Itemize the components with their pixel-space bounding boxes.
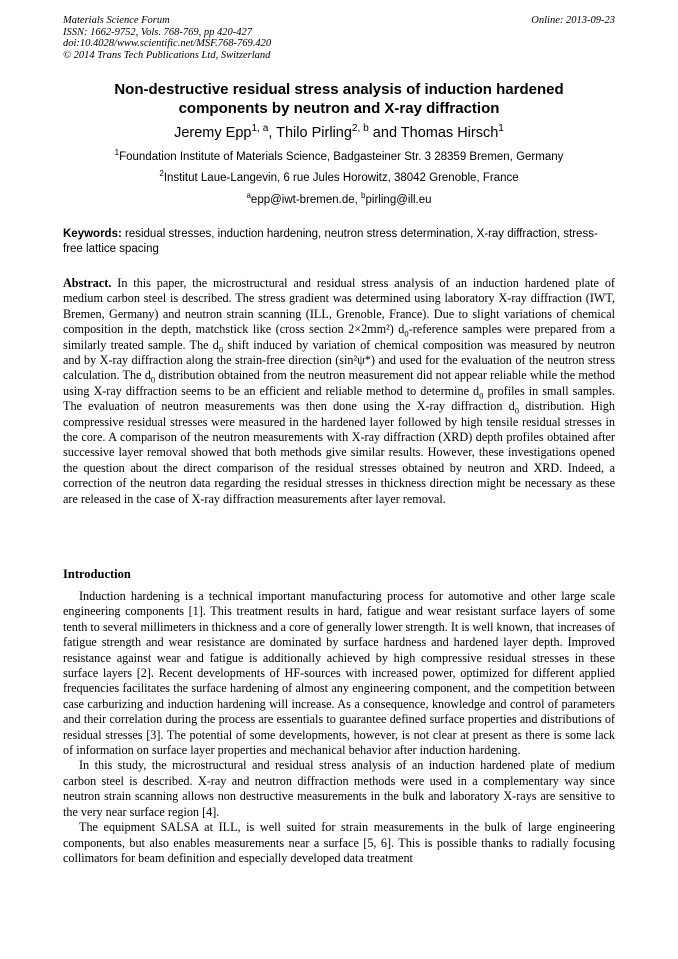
abstract-text: distribution obtained from the neutron measurement did not appear reliable while the method using X-ray diffraction seems to be an efficient and reliable method to determine d (63, 368, 615, 398)
author-sup: 1, a (251, 123, 269, 135)
affiliation-sup: 1 (114, 148, 120, 158)
author-name: Thilo Pirling (276, 125, 352, 141)
email-sup: b (361, 191, 366, 201)
affiliation-text: Institut Laue-Langevin, 6 rue Jules Horowitz, 38042 Grenoble, France (163, 172, 519, 184)
journal-name: Materials Science Forum (63, 15, 170, 26)
author-sup: 2, b (351, 123, 369, 135)
paragraph: In this study, the microstructural and residual stress analysis of an induction hardened plate of medium carbon steel is described. X-ray and neutron diffraction methods were used in a complementary way since neutron strain scanning allows non destructive measurements in the bulk and laboratory X-rays are sensitive to the very near surface region [4]. (63, 758, 615, 819)
paragraph: The equipment SALSA at ILL, is well suited for strain measurements in the bulk of large engineering components, but also enables measurements near a surface [5, 6]. This is possible thanks to radially focusing collimators for beam definition and especially developed data treatment (63, 820, 615, 865)
journal-issn: ISSN: 1662-9752, Vols. 768-769, pp 420-427 (63, 26, 252, 38)
subscript-zero: 0 (218, 344, 224, 355)
affiliation-1 (63, 150, 615, 164)
email-link[interactable]: epp@iwt-bremen.de, (250, 194, 362, 206)
subscript-zero: 0 (514, 405, 519, 416)
email-link[interactable]: pirling@ill.eu (365, 194, 432, 206)
journal-header (63, 15, 615, 61)
abstract (63, 276, 615, 507)
introduction-section (63, 589, 615, 866)
email-sup: a (246, 191, 251, 201)
title-line-1: Non-destructive residual stress analysis of induction hardened (114, 81, 564, 98)
subscript-zero: 0 (404, 328, 409, 339)
affiliation-2 (63, 171, 615, 185)
paper-title (63, 80, 615, 118)
section-heading: Introduction (63, 567, 131, 581)
abstract-text: profiles in small samples. The evaluation of neutron measurements was then done using the X-ray diffraction d (63, 383, 615, 414)
author-separator: and (368, 125, 401, 141)
journal-doi: doi:10.4028/www.scientific.net/MSF.768-769.420 (63, 38, 272, 49)
journal-copyright: © 2014 Trans Tech Publications Ltd, Switzerland (63, 49, 271, 61)
abstract-text: In this paper, the microstructural and residual stress analysis of an induction hardened plate of medium carbon steel is described. The stress gradient was determined using laboratory X-ray diffraction (IWT, Bremen, Germany) and neutron strain scanning (ILL, Grenoble, France). Due to slight variations of chemical composition in the depth, matchstick like (cross section 2×2mm²) d (63, 276, 615, 337)
author-name: Jeremy Epp (174, 125, 252, 141)
abstract-text: distribution. High compressive residual stresses were measured in the hardened layer followed by high tensile residual stresses in the core. A comparison of the neutron measurements with X-ray diffraction (XRD) depth profiles obtained after successive layer removal showed that both methods give similar results. However, these investigations opened the question about the direct comparison of the residual stresses obtained by neutron and XRD. Indeed, a correction of the neutron data regarding the residual stresses in thickness direction might be necessary as these are released in the case of X-ray diffraction measurements after layer removal. (63, 399, 615, 506)
keywords-text: residual stresses, induction hardening, neutron stress determination, X-ray diffraction, stress-free lattice spacing (63, 228, 598, 255)
abstract-label: Abstract. (63, 276, 112, 290)
affiliation-text: Foundation Institute of Materials Science, Badgasteiner Str. 3 28359 Bremen, Germany (119, 151, 564, 163)
online-date: Online: 2013-09-23 (531, 15, 615, 26)
paragraph: Induction hardening is a technical important manufacturing process for automotive and other large scale engineering components [1]. This treatment results in hard, fatigue and wear resistant surface layers of some tenth to several millimeters in thickness and a core of generally lower strength. It is well known, that increases of fatigue strength and wear resistance are dominated by surface hardness and hardened layer depth. Improved resistance against wear and fatigue is additionally achieved by high compressive residual stresses in these surface layers [2]. Recent developments of HF-sources with increased power, optimized for different applied frequencies facilitates the surface hardening of almost any engineering component, and the competition between case carburizing and induction hardening will increase. As a consequence, knowledge and control of parameters and their correlation during the process are essentials to guarantee defined surface properties and distributions of residual stresses [3]. The potential of some developments, however, is not clear at present as there is some lack of information on surface layer properties and mechanical behavior after induction hardening. (63, 589, 615, 758)
author-sup: 1 (498, 123, 504, 135)
subscript-zero: 0 (479, 390, 484, 401)
author-separator: , (268, 125, 277, 141)
abstract-text: -reference samples were prepared from a similarly treated sample. The d (63, 322, 616, 352)
affiliation-sup: 2 (159, 169, 164, 179)
subscript-zero: 0 (150, 374, 156, 385)
keywords (63, 227, 615, 257)
title-line-2: components by neutron and X-ray diffraction (178, 100, 500, 117)
abstract-text: shift induced by variation of chemical composition was measured by neutron and by X-ray diffraction along the strain-free direction (sin²ψ*) and used for the evaluation of the neutron stress calculation. The d (63, 337, 615, 383)
email-line (63, 193, 615, 207)
author-list (63, 124, 615, 142)
author-name: Thomas Hirsch (400, 125, 499, 141)
keywords-label: Keywords: (63, 228, 122, 240)
